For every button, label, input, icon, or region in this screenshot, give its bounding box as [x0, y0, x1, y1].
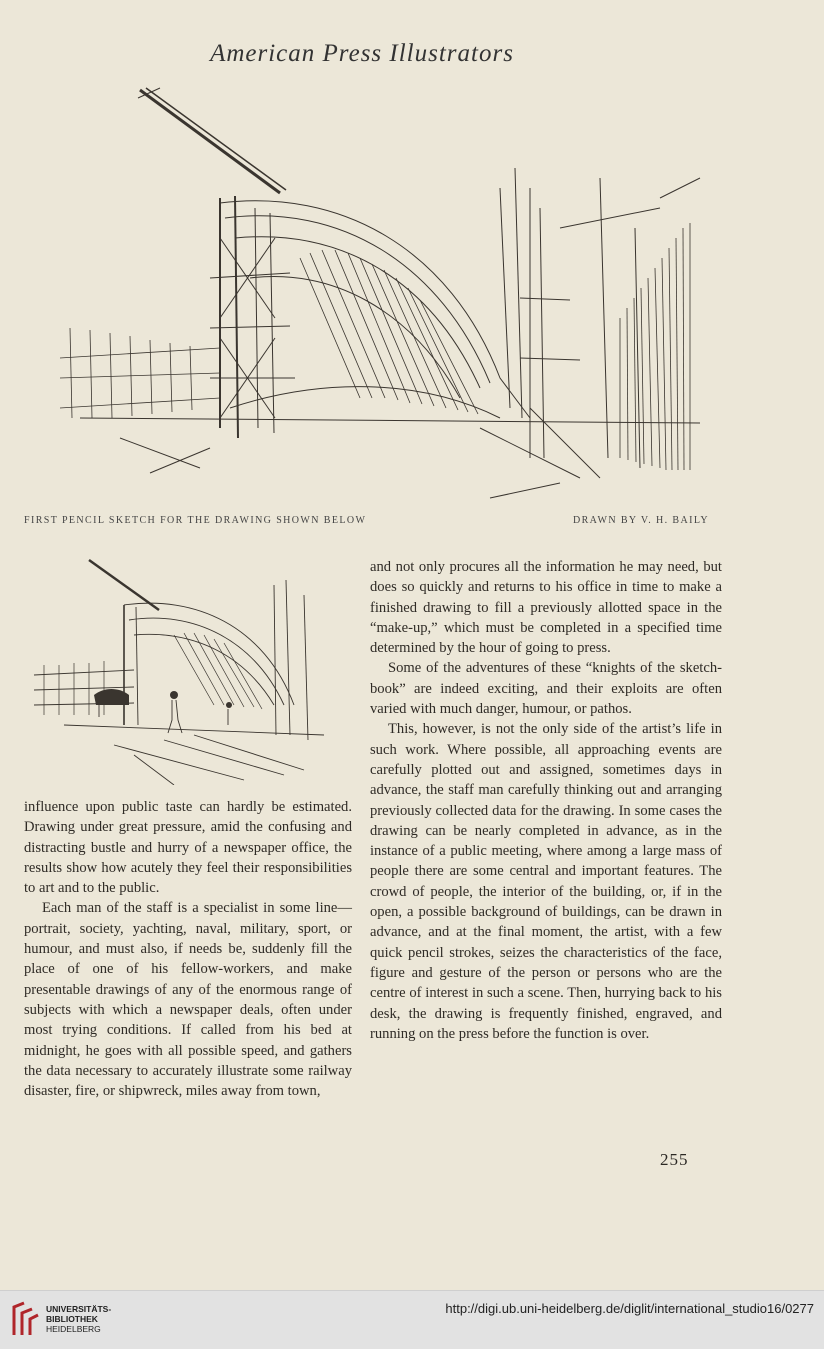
library-name-line: HEIDELBERG — [46, 1324, 101, 1334]
library-name-line: BIBLIOTHEK — [46, 1314, 98, 1324]
text-column-left — [24, 797, 352, 1101]
paragraph: influence upon public taste can hardly be estimated. Drawing under great pressure, amid the confusing and distracting bustle and hurry of a newspaper office, the results show how acutely they feel their responsibilities to art and to the public. — [24, 799, 352, 897]
figure-caption-left: FIRST PENCIL SKETCH FOR THE DRAWING SHOWN BELOW — [24, 515, 367, 526]
running-title: American Press Illustrators — [210, 40, 514, 67]
source-url-link[interactable]: http://digi.ub.uni-heidelberg.de/diglit/international_studio16/0277 — [445, 1301, 814, 1316]
paragraph: This, however, is not the only side of the artist’s life in such work. Where possible, all approaching events are carefully plotted out and assigned, sometimes days in advance, the staff man carefully thinking out and arranging previously collected data for the drawing. In some cases the drawing can be nearly completed in advance, as in the instance of a public meeting, where among a large mass of people there are some central and important features. The crowd of people, the interior of the building, or, if in the open, a possible background of buildings, can be drawn in advance, and at the final moment, the artist, with a few quick pencil strokes, seizes the characteristics of the face, figure and gesture of the person or persons who are the centre of interest in such a scene. Then, hurrying back to his desk, the drawing is frequently finished, engraved, and running on the press before the function is over. — [370, 721, 722, 1042]
finished-shipyard-drawing — [24, 555, 359, 785]
university-library-logo-icon — [10, 1299, 40, 1339]
library-footer — [0, 1290, 824, 1349]
text-column-right — [370, 557, 722, 1044]
ship-sketch-illustration — [60, 78, 710, 508]
figure-caption-right: DRAWN BY V. H. BAILY — [572, 515, 709, 526]
library-name-line: UNIVERSITÄTS- — [46, 1304, 112, 1314]
library-name — [46, 1304, 111, 1334]
paragraph: Each man of the staff is a specialist in some line—portrait, society, yachting, naval, military, sport, or humour, and must also, if needs be, suddenly fill the place of one of his fellow-workers, and make presentable drawings of any of the enormous range of subjects with which a newspaper deals, often under most trying conditions. If called from his bed at midnight, he goes with all possible speed, and gathers the data necessary to accurately illustrate some railway disaster, fire, or shipwreck, miles away from town, — [24, 900, 352, 1100]
paragraph: and not only procures all the information he may need, but does so quickly and returns to his office in time to make a finished drawing to fill a previously allotted space in the “make-up,” which must be completed in a specified time determined by the hour of going to press. — [370, 559, 722, 657]
paragraph: Some of the adventures of these “knights of the sketch-book” are indeed exciting, and their exploits are often varied with much danger, humour, or pathos. — [370, 660, 722, 718]
page-number: 255 — [660, 1150, 689, 1169]
